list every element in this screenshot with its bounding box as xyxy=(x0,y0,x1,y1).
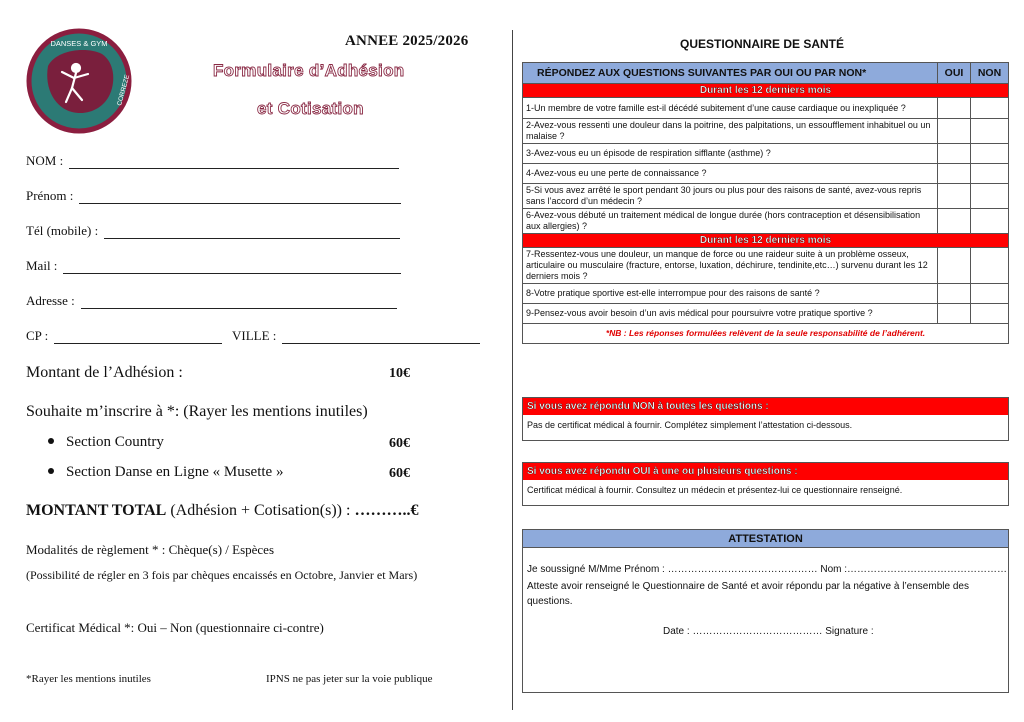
footnote-ipns: IPNS ne pas jeter sur la voie publique xyxy=(266,673,433,685)
question-row xyxy=(523,304,1009,324)
season-year: ANNEE 2025/2026 xyxy=(345,33,469,49)
result-non-heading: Si vous avez répondu NON à toutes les questions : xyxy=(523,398,1008,415)
certificat-medical: Certificat Médical *: Oui – Non (questionnaire ci-contre) xyxy=(26,620,324,635)
question-text: 5-Si vous avez arrêté le sport pendant 30 jours ou plus pour des raisons de santé, avez-vous repris sans l’accord d’un médecin ? xyxy=(523,184,938,209)
club-logo xyxy=(26,28,132,134)
question-text: 3-Avez-vous eu un épisode de respiration sifflante (asthme) ? xyxy=(523,144,938,164)
mail-label: Mail : xyxy=(26,258,58,273)
result-oui-box xyxy=(522,462,1009,506)
answer-non-cell[interactable] xyxy=(971,248,1009,284)
question-text: 1-Un membre de votre famille est-il décédé subitement d’une cause cardiaque ou inexpliquée ? xyxy=(523,98,938,119)
answer-oui-cell[interactable] xyxy=(938,164,971,184)
section-danse-label: Section Danse en Ligne « Musette » xyxy=(66,464,284,480)
table-header-row xyxy=(523,63,1009,84)
payment-installments: (Possibilité de régler en 3 fois par chèques encaissés en Octobre, Janvier et Mars) xyxy=(26,568,418,582)
attestation-date-signature[interactable]: Date : ………………………………… Signature : xyxy=(663,626,874,637)
questionnaire-title: QUESTIONNAIRE DE SANTÉ xyxy=(680,37,845,51)
answer-oui-cell[interactable] xyxy=(938,184,971,209)
section-heading: Durant les 12 derniers mois xyxy=(523,84,1009,98)
question-text: 2-Avez-vous ressenti une douleur dans la poitrine, des palpitations, un essoufflement inhabituel ou un malaise ? xyxy=(523,119,938,144)
ville-label: VILLE : xyxy=(232,328,277,343)
attestation-title: ATTESTATION xyxy=(523,530,1008,548)
form-title-line2: et Cotisation xyxy=(257,99,364,118)
result-non-box xyxy=(522,397,1009,441)
questionnaire-table xyxy=(522,62,1009,344)
question-text: 6-Avez-vous débuté un traitement médical de longue durée (hors contraception et désensibilisation aux allergies) ? xyxy=(523,209,938,234)
adresse-field[interactable] xyxy=(26,293,397,309)
logo-side-text: CORREZE xyxy=(116,74,132,107)
table-header-question: RÉPONDEZ AUX QUESTIONS SUIVANTES PAR OUI OU PAR NON* xyxy=(523,63,938,84)
page-divider xyxy=(512,30,513,710)
answer-oui-cell[interactable] xyxy=(938,98,971,119)
total-detail: (Adhésion + Cotisation(s)) : xyxy=(166,502,355,519)
answer-non-cell[interactable] xyxy=(971,304,1009,324)
answer-oui-cell[interactable] xyxy=(938,304,971,324)
answer-oui-cell[interactable] xyxy=(938,284,971,304)
prenom-field[interactable] xyxy=(26,188,401,204)
result-oui-text: Certificat médical à fournir. Consultez un médecin et présentez-lui ce questionnaire renseigné. xyxy=(527,485,903,495)
question-text: 8-Votre pratique sportive est-elle interrompue pour des raisons de santé ? xyxy=(523,284,938,304)
adresse-label: Adresse : xyxy=(26,293,75,308)
prenom-blank-line[interactable] xyxy=(79,192,401,204)
cp-field[interactable] xyxy=(26,328,222,344)
total-label: MONTANT TOTAL xyxy=(26,502,167,519)
nb-note: *NB : Les réponses formulées relèvent de la seule responsabilité de l’adhérent. xyxy=(523,324,1009,344)
answer-non-cell[interactable] xyxy=(971,98,1009,119)
prenom-label: Prénom : xyxy=(26,188,74,203)
answer-oui-cell[interactable] xyxy=(938,144,971,164)
nb-row xyxy=(523,324,1009,344)
question-row xyxy=(523,184,1009,209)
question-row xyxy=(523,248,1009,284)
adhesion-label: Montant de l’Adhésion : xyxy=(26,364,183,381)
section-country-price: 60€ xyxy=(389,436,410,451)
payment-methods: Modalités de règlement * : Chèque(s) / Espèces xyxy=(26,542,275,557)
answer-oui-cell[interactable] xyxy=(938,209,971,234)
bullet-icon xyxy=(48,438,54,444)
question-text: 9-Pensez-vous avoir besoin d’un avis médical pour poursuivre votre pratique sportive ? xyxy=(523,304,938,324)
answer-non-cell[interactable] xyxy=(971,144,1009,164)
attestation-box xyxy=(522,529,1009,693)
attestation-statement: Atteste avoir renseigné le Questionnaire de Santé et avoir répondu par la négative à l’ensemble des questions. xyxy=(527,581,969,607)
question-row xyxy=(523,284,1009,304)
section-country-option[interactable] xyxy=(48,434,164,451)
question-text: 4-Avez-vous eu une perte de connaissance ? xyxy=(523,164,938,184)
mail-blank-line[interactable] xyxy=(63,262,401,274)
cp-blank-line[interactable] xyxy=(54,332,222,344)
montant-total xyxy=(26,502,418,520)
ville-blank-line[interactable] xyxy=(282,332,480,344)
form-title-line1: Formulaire d’Adhésion xyxy=(213,61,405,80)
column-oui: OUI xyxy=(938,63,971,84)
question-text: 7-Ressentez-vous une douleur, un manque de force ou une raideur suite à un problème osseux, articulaire ou musculaire (fracture, entorse, luxation, déchirure, tendinite,etc…) survenu durant les 12 derniers mois ? xyxy=(523,248,938,284)
cp-label: CP : xyxy=(26,328,49,343)
answer-non-cell[interactable] xyxy=(971,184,1009,209)
attestation-name-line[interactable]: Je soussigné M/Mme Prénom : ……………………………………… Nom :………………………………………… xyxy=(527,564,1008,575)
answer-non-cell[interactable] xyxy=(971,209,1009,234)
inscription-instruction: Souhaite m’inscrire à *: (Rayer les mentions inutiles) xyxy=(26,403,368,420)
answer-non-cell[interactable] xyxy=(971,119,1009,144)
adhesion-price: 10€ xyxy=(389,366,410,381)
section-row xyxy=(523,234,1009,248)
nom-label: NOM : xyxy=(26,153,64,168)
footnote-rayer: *Rayer les mentions inutiles xyxy=(26,673,151,685)
result-non-text: Pas de certificat médical à fournir. Complétez simplement l’attestation ci-dessous. xyxy=(527,420,853,430)
tel-label: Tél (mobile) : xyxy=(26,223,99,238)
nom-field[interactable] xyxy=(26,153,399,169)
logo-top-text: DANSES & GYM xyxy=(50,39,108,48)
question-row xyxy=(523,164,1009,184)
section-danse-option[interactable] xyxy=(48,464,283,481)
question-row xyxy=(523,144,1009,164)
question-row xyxy=(523,98,1009,119)
answer-non-cell[interactable] xyxy=(971,284,1009,304)
mail-field[interactable] xyxy=(26,258,401,274)
result-oui-heading: Si vous avez répondu OUI à une ou plusieurs questions : xyxy=(523,463,1008,480)
bullet-icon xyxy=(48,468,54,474)
answer-non-cell[interactable] xyxy=(971,164,1009,184)
column-non: NON xyxy=(971,63,1009,84)
adresse-blank-line[interactable] xyxy=(81,297,397,309)
ville-field[interactable] xyxy=(232,328,480,344)
section-country-label: Section Country xyxy=(66,434,164,450)
tel-blank-line[interactable] xyxy=(104,227,400,239)
question-row xyxy=(523,209,1009,234)
nom-blank-line[interactable] xyxy=(69,157,399,169)
question-row xyxy=(523,119,1009,144)
section-danse-price: 60€ xyxy=(389,466,410,481)
tel-field[interactable] xyxy=(26,223,400,239)
answer-oui-cell[interactable] xyxy=(938,248,971,284)
answer-oui-cell[interactable] xyxy=(938,119,971,144)
section-heading: Durant les 12 derniers mois xyxy=(523,234,1009,248)
total-blank[interactable]: ………..€ xyxy=(354,502,419,519)
section-row xyxy=(523,84,1009,98)
